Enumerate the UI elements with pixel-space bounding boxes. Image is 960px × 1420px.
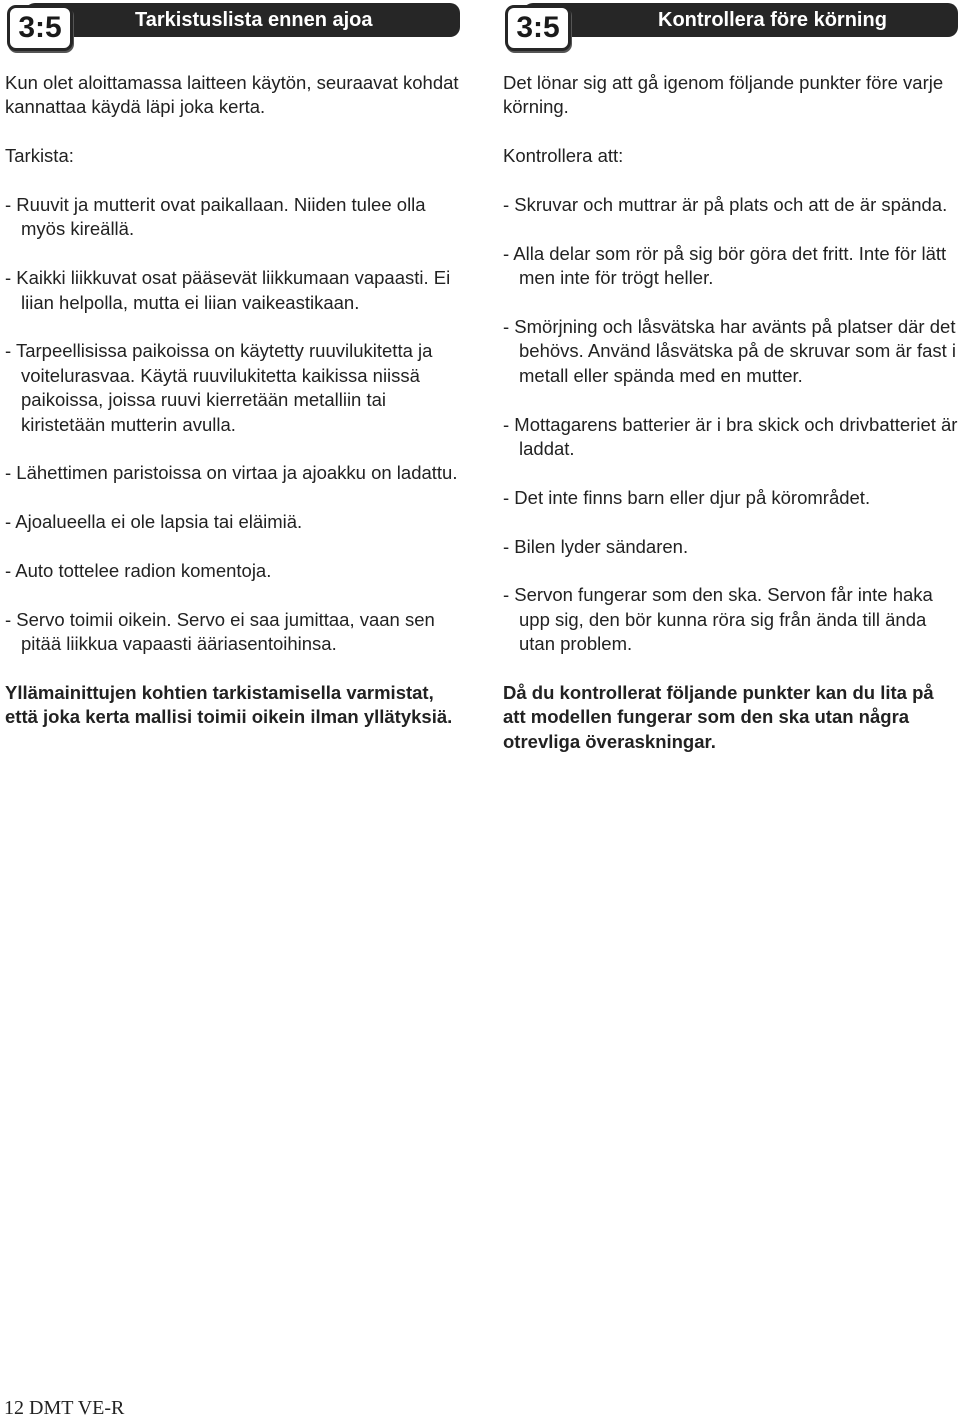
list-item: - Ajoalueella ei ole lapsia tai eläimiä. [5,511,303,533]
list-item: - Alla delar som rör på sig bör göra det fritt. Inte för lätt men inte för trögt heller. [503,242,947,289]
swedish-column [503,0,958,752]
list-item: - Auto tottelee radion komentoja. [5,560,272,582]
list-item: - Mottagarens batterier är i bra skick och drivbatteriet är laddat. [503,413,958,460]
section-body-sv [503,71,958,754]
list-item: - Skruvar och muttrar är på plats och att de är spända. [503,194,948,215]
intro-fi: Kun olet aloittamassa laitteen käytön, seuraavat kohdat kannattaa käydä läpi joka kerta. [5,72,459,118]
section-body-fi [5,71,460,730]
finnish-column [5,0,460,728]
list-item: - Kaikki liikkuvat osat pääsevät liikkumaan vapaasti. Ei liian helpolla, mutta ei liian vaikeastikaan. [5,267,451,313]
summary-fi: Yllämainittujen kohtien tarkistamisella varmistat, että joka kerta mallisi toimii oikein ilman yllätyksiä. [5,682,453,728]
check-label-fi: Tarkista: [5,145,74,167]
list-item: - Tarpeellisissa paikoissa on käytetty ruuvilukitetta ja voitelurasvaa. Käytä ruuvilukitetta kaikissa niissä paikoissa, joissa ruuvi kierretään metalliin tai kiristetään mutterin avulla. [5,340,433,435]
list-item: - Ruuvit ja mutterit ovat paikallaan. Niiden tulee olla myös kireällä. [5,194,426,240]
section-header-fi [5,3,460,53]
list-item: - Det inte finns barn eller djur på körområdet. [503,486,871,508]
section-title-sv: Kontrollera före körning [523,3,958,37]
list-item: - Lähettimen paristoissa on virtaa ja ajoakku on ladattu. [5,462,458,484]
check-label-sv: Kontrollera att: [503,145,624,167]
list-item: - Servo toimii oikein. Servo ei saa jumittaa, vaan sen pitää liikkua vapaasti ääriasentoihinsa. [5,608,435,655]
section-number-fi: 3:5 [7,5,73,51]
section-number-sv: 3:5 [505,5,571,51]
page-footer: 12 DMT VE-R [4,1397,125,1419]
summary-sv: Då du kontrollerat följande punkter kan du lita på att modellen fungerar som den ska utan några otrevliga överaskningar. [503,682,934,752]
list-item: - Bilen lyder sändaren. [503,535,689,557]
list-item: - Servon fungerar som den ska. Servon får inte haka upp sig, den bör kunna röra sig från ända till ända utan problem. [503,584,933,655]
section-header-sv [503,3,958,53]
list-item: - Smörjning och låsvätska har avänts på platser där det behövs. Använd låsvätska på de skruvar som är fast i metall eller spända med en mutter. [503,316,957,386]
intro-sv: Det lönar sig att gå igenom följande punkter före varje körning. [503,72,944,118]
section-title-fi: Tarkistuslista ennen ajoa [25,3,460,37]
